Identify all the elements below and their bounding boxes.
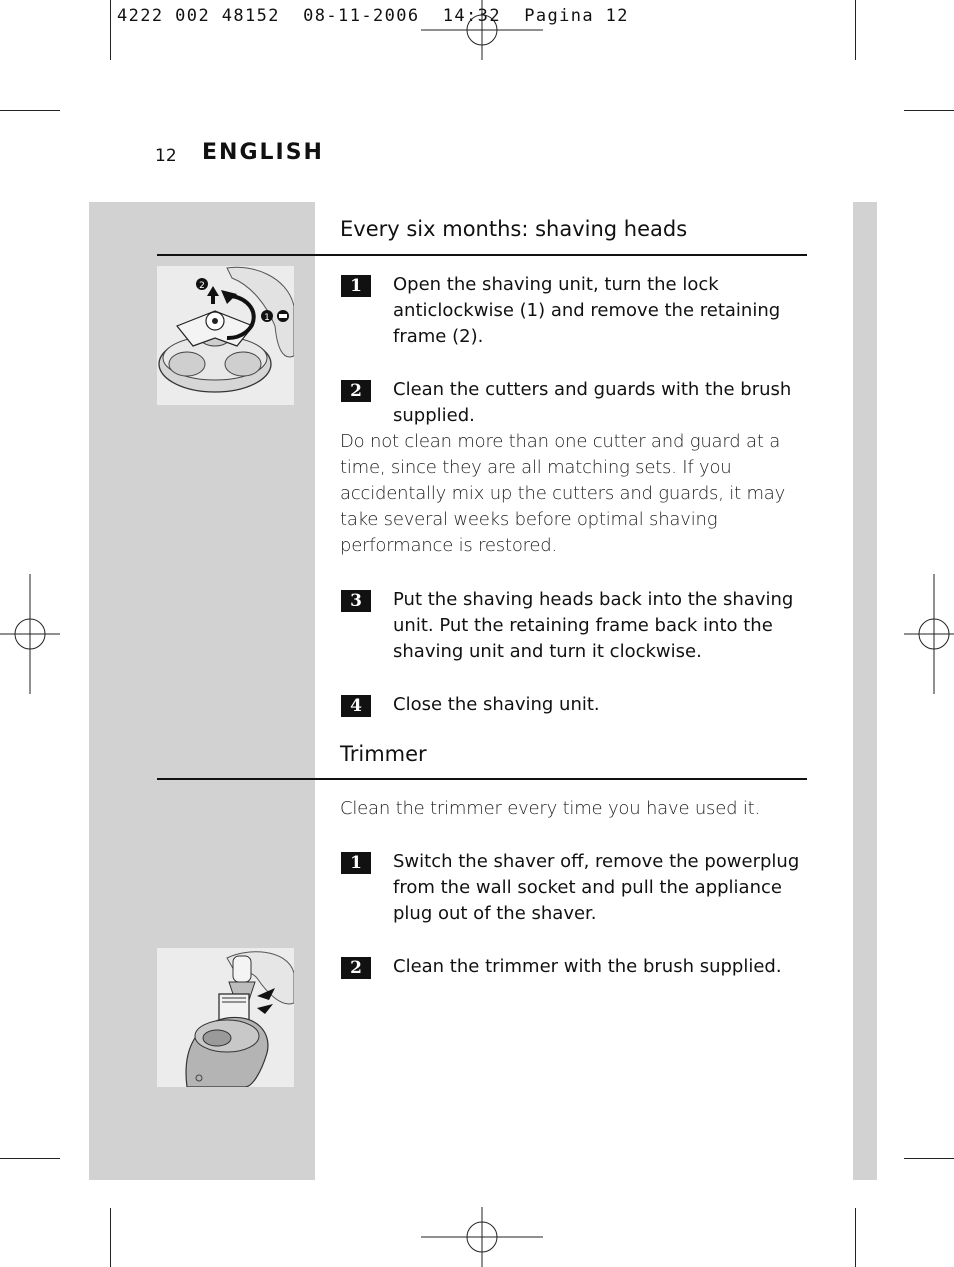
step-number: 1	[341, 275, 371, 297]
printer-slug: 4222 002 48152 08-11-2006 14:32 Pagina 12	[117, 6, 629, 26]
step-number: 3	[341, 590, 371, 612]
illustration-marker-1: 1	[264, 313, 270, 323]
step-text: Switch the shaver off, remove the powerplug from the wall socket and pull the appliance plug out of the shaver.	[393, 851, 800, 924]
shaving-unit-illustration	[157, 266, 294, 405]
step-text: Put the shaving heads back into the shaving unit. Put the retaining frame back into the shaving unit and turn it clockwise.	[393, 589, 794, 662]
page-number: 12	[155, 146, 177, 166]
registration-mark-icon	[904, 574, 954, 694]
step-text: Clean the trimmer with the brush supplied.	[393, 956, 782, 977]
right-margin-panel	[853, 202, 877, 1180]
step-number: 4	[341, 695, 371, 717]
registration-mark-icon	[421, 0, 543, 60]
registration-mark-icon	[421, 1207, 543, 1267]
illustration-marker-2: 2	[199, 281, 205, 291]
step-text: Clean the cutters and guards with the brush supplied.	[393, 379, 792, 426]
registration-mark-icon	[0, 574, 60, 694]
step-text: Close the shaving unit.	[393, 694, 600, 715]
section-rule	[157, 254, 807, 256]
language-heading: ENGLISH	[202, 140, 324, 165]
trimmer-illustration	[157, 948, 294, 1087]
section-title-trimmer: Trimmer	[340, 742, 427, 766]
step-text: Open the shaving unit, turn the lock anticlockwise (1) and remove the retaining frame (2).	[393, 274, 781, 347]
section-title-shaving-heads: Every six months: shaving heads	[340, 217, 688, 241]
step-number: 2	[341, 957, 371, 979]
section-rule	[157, 778, 807, 780]
trimmer-intro: Clean the trimmer every time you have used it.	[340, 798, 761, 819]
step-number: 1	[341, 852, 371, 874]
cleaning-note: Do not clean more than one cutter and guard at a time, since they are all matching sets. If you accidentally mix up the cutters and guards, it may take several weeks before optimal shaving performance is restored.	[340, 431, 786, 556]
step-number: 2	[341, 380, 371, 402]
